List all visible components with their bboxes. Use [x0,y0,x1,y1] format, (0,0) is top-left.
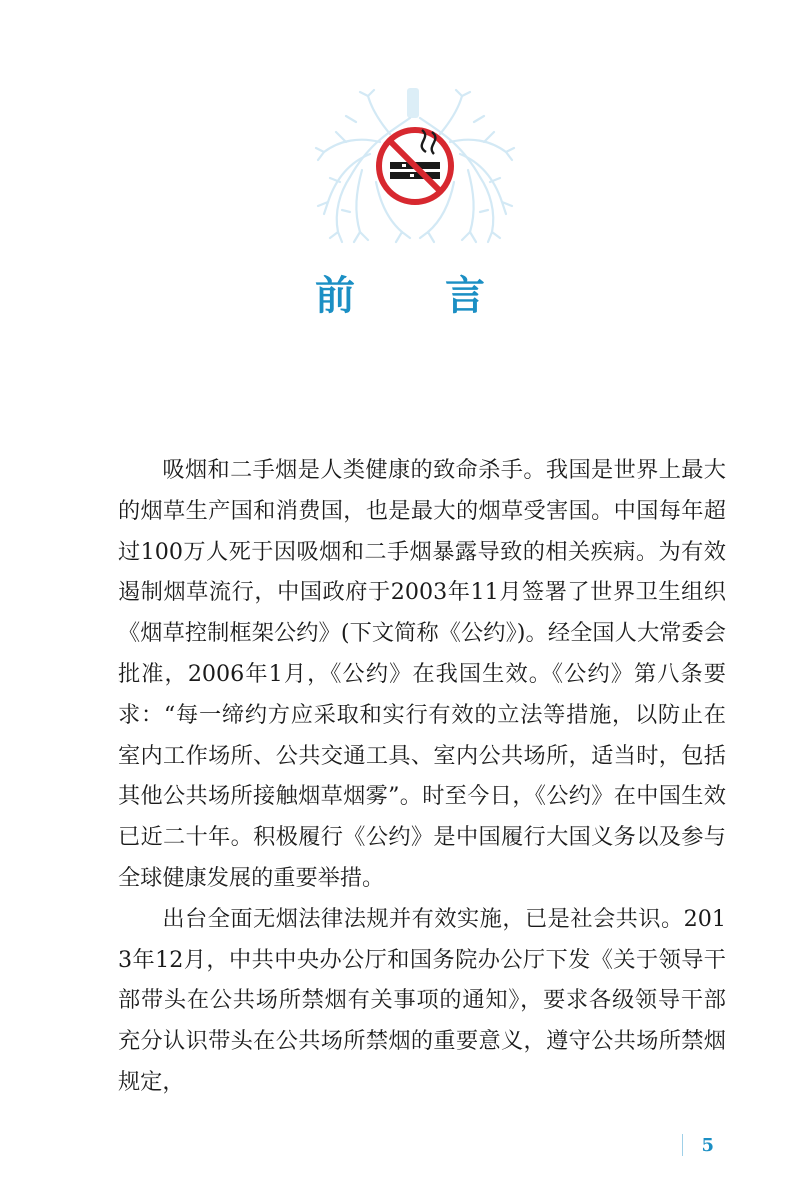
paragraph: 出台全面无烟法律法规并有效实施，已是社会共识。2013年12月，中共中央办公厅和国务院办公厅下发《关于领导干部带头在公共场所禁烟有关事项的通知》，要求各级领导干部充分认识带头在公共场所禁烟的重要意义，遵守公共场所禁烟规定， [118,905,726,1095]
page-footer [682,1130,714,1160]
no-smoking-icon [379,130,451,202]
paragraph: 吸烟和二手烟是人类健康的致命杀手。我国是世界上最大的烟草生产国和消费国，也是最大的烟草受害国。中国每年超过100万人死于因吸烟和二手烟暴露导致的相关疾病。为有效遏制烟草流行，中国政府于2003年11月签署了世界卫生组织《烟草控制框架公约》(下文简称《公约》)。经全国人大常委会批准，2006年1月，《公约》在我国生效。《公约》第八条要求：“每一缔约方应采取和实行有效的立法等措施，以防止在室内工作场所、公共交通工具、室内公共场所，适当时，包括其他公共场所接触烟草烟雾”。时至今日，《公约》在中国生效已近二十年。积极履行《公约》是中国履行大国义务以及参与全球健康发展的重要举措。 [118,457,726,891]
footer-rule [682,1134,683,1156]
body-text [118,450,726,1103]
page-number: 5 [701,1134,714,1156]
page-title: 前 言 [315,273,523,319]
lungs-icon [310,82,520,252]
no-smoking-emblem [310,82,520,252]
